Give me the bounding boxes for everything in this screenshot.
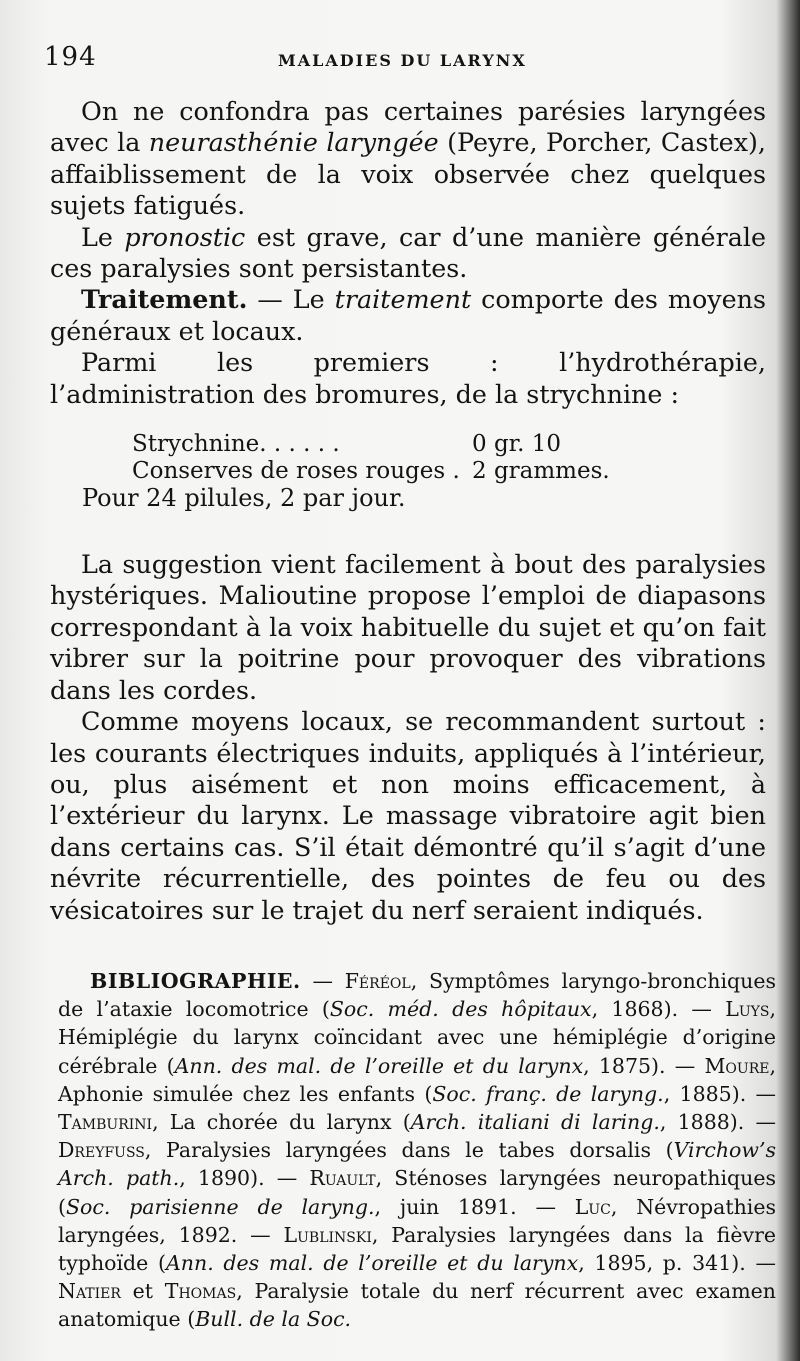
paragraph-prognosis: Le pronostic est grave, car d’une manière générale ces paralysies sont persistantes. — [50, 221, 766, 284]
paragraph-suggestion: La suggestion vient facilement à bout des paralysies hystériques. Malioutine propose l’emploi de diapasons correspondant à la voix habituelle du sujet et qu’on fait vibrer sur la poitrine pour provoquer des vibrations dans les cordes. — [50, 549, 766, 705]
bibliography-heading: BIBLIOGRAPHIE. — [90, 969, 301, 993]
page-number: 194 — [44, 42, 97, 72]
paragraph-treatment: Traitement. — Le traitement comporte des moyens généraux et locaux. — [50, 284, 766, 346]
paragraph-differential-diagnosis: On ne confondra pas certaines parésies laryngées avec la neurasthénie laryngée (Peyre, Porcher, Castex), affaiblissement de la voix observée chez quelques sujets fatigués. — [50, 96, 766, 221]
paragraph-general-means: Parmi les premiers : l’hydrothérapie, l’administration des bromures, de la strychnine : — [50, 347, 766, 409]
section-heading-treatment: Traitement. — [81, 284, 248, 315]
prescription-formula — [50, 431, 766, 512]
formula-row: Strychnine. . . . . . 0 gr. 10 — [132, 431, 562, 458]
paragraph-local-means: Comme moyens locaux, se recommandent surtout : les courants électriques induits, appliqués à l’intérieur, ou, plus aisément et non moins efficacement, à l’extérieur du larynx. Le massage vibratoire agit bien dans certains cas. S’il était démontré qu’il s’agit d’une névrite récurrentielle, des pointes de feu ou des vésicatoires sur le trajet du nerf seraient indiqués. — [50, 706, 766, 925]
main-text — [50, 96, 766, 926]
formula-row: Conserves de roses rouges . 2 grammes. — [132, 458, 610, 485]
bibliography-section: BIBLIOGRAPHIE. — Féréol, Symptômes laryngo-bronchiques de l’ataxie locomotrice (Soc. méd. des hôpitaux, 1868). — Luys, Hémiplégie du larynx coïncidant avec une hémiplégie d’origine cérébrale (Ann. des mal. de l’oreille et du larynx, 1875). — Moure, Aphonie simulée chez les enfants (Soc. franç. de laryng., 1885). — Tamburini, La chorée du larynx (Arch. italiani di laring., 1888). — Dreyfuss, Paralysies laryngées dans le tabes dorsalis (Virchow’s Arch. path., 1890). — Ruault, Sténoses laryngées neuropathiques (Soc. parisienne de laryng., juin 1891. — Luc, Névropathies laryngées, 1892. — Lublinski, Paralysies laryngées dans la fièvre typhoïde (Ann. des mal. de l’oreille et du larynx, 1895, p. 341). — Natier et Thomas, Paralysie totale du nerf récurrent avec examen anatomique (Bull. de la Soc. — [58, 969, 777, 1332]
formula-dosage: Pour 24 pilules, 2 par jour. — [82, 484, 406, 513]
page-header — [44, 42, 760, 82]
running-title: MALADIES DU LARYNX — [278, 51, 527, 70]
